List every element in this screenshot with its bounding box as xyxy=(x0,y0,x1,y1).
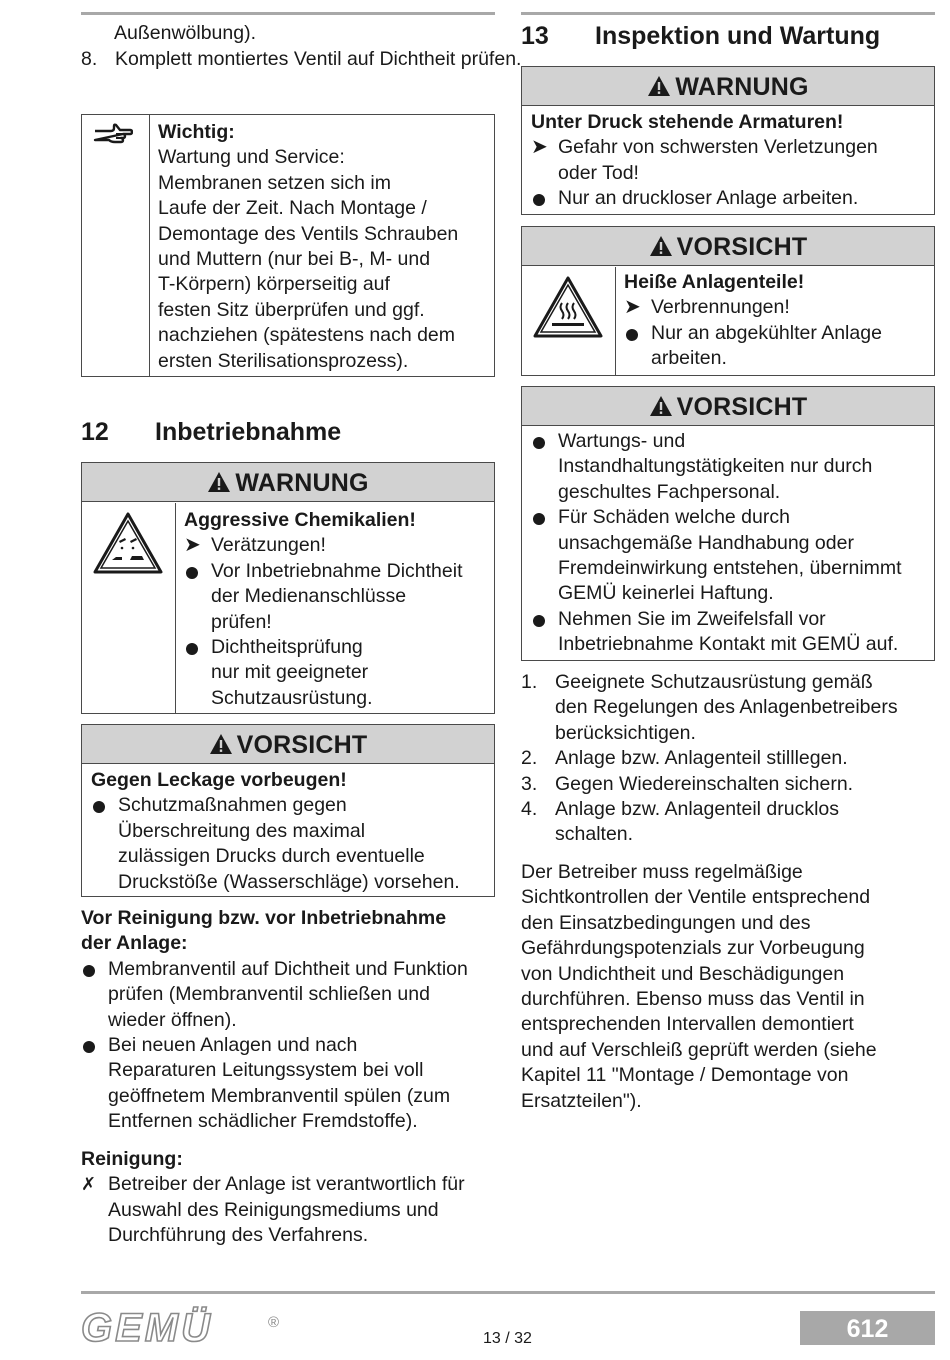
measure-line: Für Schäden welche durch xyxy=(558,506,790,529)
consequence-line: oder Tod! xyxy=(558,161,639,184)
top-rule-right xyxy=(521,12,935,15)
note-line: T-Körpern) körperseitig auf xyxy=(158,273,390,296)
bullet-dot-icon xyxy=(533,437,545,449)
step-line: Anlage bzw. Anlagenteil stilllegen. xyxy=(555,747,848,770)
note-line: Membranen setzen sich im xyxy=(158,171,392,194)
list-item xyxy=(81,1172,495,1248)
measure-item xyxy=(184,635,492,711)
warning-content xyxy=(531,110,931,212)
list-line: Auswahl des Reinigungsmediums und xyxy=(108,1198,439,1221)
steps-list xyxy=(521,670,935,848)
measure-line: Druckstöße (Wasserschläge) vorsehen. xyxy=(118,870,460,893)
measure-item xyxy=(531,429,931,505)
bullet-dot-icon xyxy=(186,643,198,655)
measure-line: geschultes Fachpersonal. xyxy=(558,480,781,503)
measure-item xyxy=(184,559,492,635)
measure-line: Fremdeinwirkung entstehen, übernimmt xyxy=(558,557,902,580)
step-number: 1. xyxy=(521,671,538,693)
warning-triangle-icon xyxy=(649,235,673,257)
before-commissioning-block xyxy=(81,906,495,1135)
caution-header xyxy=(82,725,494,764)
consequence-item xyxy=(624,295,932,320)
bullet-dot-icon xyxy=(93,801,105,813)
subheading-line: der Anlage: xyxy=(81,932,188,955)
step-item xyxy=(521,772,935,797)
warning-title: Unter Druck stehende Armaturen! xyxy=(531,111,844,133)
list-line: Betreiber der Anlage ist verantwortlich für xyxy=(108,1173,465,1196)
note-title: Wichtig: xyxy=(158,121,235,143)
cleaning-block xyxy=(81,1147,495,1249)
measure-line: unsachgemäße Handhabung oder xyxy=(558,531,854,554)
step-number: 4. xyxy=(521,798,538,821)
measure-line: Vor Inbetriebnahme Dichtheit xyxy=(211,559,463,582)
measure-line: Schutzausrüstung. xyxy=(211,686,373,709)
cross-bullet-icon: ✗ xyxy=(81,1174,97,1195)
paragraph-line: Gefährdungspotenzials zur Vorbeugung xyxy=(521,937,865,960)
warning-header xyxy=(522,67,934,106)
measure-item xyxy=(531,186,931,211)
subheading: Reinigung: xyxy=(81,1148,183,1170)
footer-rule xyxy=(81,1291,935,1294)
measure-line: Instandhaltungstätigkeiten nur durch xyxy=(558,455,873,478)
warning-triangle-icon xyxy=(649,395,673,417)
caution-header xyxy=(522,227,934,266)
bullet-dot-icon xyxy=(83,965,95,977)
step-line: Geeignete Schutzausrüstung gemäß xyxy=(555,671,873,693)
measure-item xyxy=(531,607,931,658)
section-title: Inbetriebnahme xyxy=(155,418,342,446)
subheading-line: Vor Reinigung bzw. vor Inbetriebnahme xyxy=(81,907,447,929)
list-text: Komplett montiertes Ventil auf Dichtheit prüfen. xyxy=(115,48,522,70)
note-line: und Muttern (nur bei B-, M- und xyxy=(158,248,431,271)
warning-triangle-icon xyxy=(647,75,671,97)
warning-header xyxy=(82,463,494,502)
note-line: Laufe der Zeit. Nach Montage / xyxy=(158,197,427,220)
measure-line: nur mit geeigneter xyxy=(211,661,369,684)
consequence-item xyxy=(184,533,492,558)
paragraph-line: und auf Verschleiß geprüft werden (siehe xyxy=(521,1038,877,1061)
paragraph-line: Sichtkontrollen der Ventile entsprechend xyxy=(521,886,871,909)
caution-label: VORSICHT xyxy=(676,233,808,261)
caution-title: Heiße Anlagenteile! xyxy=(624,271,805,293)
list-number: 8. xyxy=(81,48,98,70)
pointing-hand-icon xyxy=(93,121,133,145)
section-number: 13 xyxy=(521,22,549,50)
registered-mark: ® xyxy=(268,1314,280,1331)
list-item-8 xyxy=(81,47,529,72)
caution-label: VORSICHT xyxy=(676,393,808,421)
caution-header xyxy=(522,387,934,426)
step-item xyxy=(521,797,935,848)
product-number-badge: 612 xyxy=(800,1311,935,1345)
consequence-item xyxy=(531,135,931,186)
continuation-line: Außenwölbung). xyxy=(114,22,257,44)
paragraph-line: den Einsatzbedingungen und des xyxy=(521,911,811,934)
list-line: Reparaturen Leitungssystem bei voll xyxy=(108,1059,424,1082)
warning-triangle-icon xyxy=(209,733,233,755)
note-line: Demontage des Ventils Schrauben xyxy=(158,222,459,245)
arrow-bullet-icon: ➤ xyxy=(531,136,548,159)
hazard-symbol-cell xyxy=(522,267,616,375)
list-line: prüfen (Membranventil schließen und xyxy=(108,983,430,1006)
arrow-bullet-icon: ➤ xyxy=(624,296,641,319)
list-line: Entfernen schädlicher Fremdstoffe). xyxy=(108,1110,418,1133)
measure-line: GEMÜ keinerlei Haftung. xyxy=(558,582,774,605)
logo-text: GEMÜ xyxy=(81,1306,213,1350)
caution-content xyxy=(624,270,932,372)
warning-box-chemicals xyxy=(81,462,495,714)
caution-box-leakage xyxy=(81,724,495,897)
step-line: Gegen Wiedereinschalten sichern. xyxy=(555,772,854,795)
paragraph-line: von Undichtheit und Beschädigungen xyxy=(521,962,845,985)
section-title: Inspektion und Wartung xyxy=(595,22,881,50)
bullet-dot-icon xyxy=(186,567,198,579)
note-content xyxy=(158,120,493,374)
list-line: Bei neuen Anlagen und nach xyxy=(108,1034,358,1057)
measure-line: Inbetriebnahme Kontakt mit GEMÜ auf. xyxy=(558,633,899,656)
measure-item xyxy=(531,505,931,607)
paragraph-line: durchführen. Ebenso muss das Ventil in xyxy=(521,988,865,1011)
bullet-dot-icon xyxy=(533,615,545,627)
consequence-text: Verbrennungen! xyxy=(651,296,790,319)
list-item xyxy=(81,957,495,1033)
step-line: berücksichtigen. xyxy=(555,721,696,744)
step-item xyxy=(521,746,935,771)
measure-line: Nur an abgekühlter Anlage xyxy=(651,321,882,344)
warning-title: Aggressive Chemikalien! xyxy=(184,509,416,531)
arrow-bullet-icon: ➤ xyxy=(184,534,201,557)
measure-item xyxy=(624,321,932,372)
list-line: Durchführung des Verfahrens. xyxy=(108,1224,369,1247)
note-symbol-cell xyxy=(82,115,150,376)
measure-line: prüfen! xyxy=(211,610,272,633)
warning-label: WARNUNG xyxy=(675,73,809,101)
note-line: Wartung und Service: xyxy=(158,146,345,169)
caution-box-hot-parts xyxy=(521,226,935,376)
warning-triangle-icon xyxy=(207,471,231,493)
caution-box-maintenance xyxy=(521,386,935,661)
paragraph-line: Kapitel 11 "Montage / Demontage von xyxy=(521,1064,849,1087)
section-number: 12 xyxy=(81,418,109,446)
step-line: Anlage bzw. Anlagenteil drucklos xyxy=(555,798,840,821)
measure-line: Dichtheitsprüfung xyxy=(211,636,363,659)
warning-content xyxy=(184,508,492,711)
measure-line: arbeiten. xyxy=(651,347,727,370)
caution-content xyxy=(91,768,491,895)
page-number: 13 / 32 xyxy=(483,1330,532,1347)
inspection-paragraph xyxy=(521,860,935,1114)
list-line: geöffnetem Membranventil spülen (zum xyxy=(108,1084,451,1107)
measure-line: Schutzmaßnahmen gegen xyxy=(118,794,347,817)
bullet-dot-icon xyxy=(626,329,638,341)
hazard-symbol-cell xyxy=(82,503,176,713)
measure-line: zulässigen Drucks durch eventuelle xyxy=(118,845,425,868)
bullet-dot-icon xyxy=(533,194,545,206)
hot-surface-icon xyxy=(532,275,604,339)
note-line: ersten Sterilisationsprozess). xyxy=(158,349,409,372)
step-line: den Regelungen des Anlagenbetreibers xyxy=(555,696,898,719)
caution-content xyxy=(531,429,931,658)
measure-line: Wartungs- und xyxy=(558,430,686,452)
measure-item xyxy=(91,793,491,895)
list-line: Membranventil auf Dichtheit und Funktion xyxy=(108,957,468,980)
step-item xyxy=(521,670,935,746)
step-line: schalten. xyxy=(555,823,634,846)
note-line: festen Sitz überprüfen und ggf. xyxy=(158,298,425,321)
paragraph-line: entsprechenden Intervallen demontiert xyxy=(521,1013,854,1036)
paragraph-line: Ersatzteilen"). xyxy=(521,1089,642,1112)
top-rule-left xyxy=(81,12,495,15)
note-line: nachziehen (spätestens nach dem xyxy=(158,324,456,347)
step-number: 2. xyxy=(521,747,538,770)
caution-label: VORSICHT xyxy=(236,731,368,759)
measure-line: Überschreitung des maximal xyxy=(118,819,366,842)
bullet-dot-icon xyxy=(533,513,545,525)
list-line: wieder öffnen). xyxy=(108,1008,237,1031)
measure-line: Nehmen Sie im Zweifelsfall vor xyxy=(558,607,826,630)
measure-line: Nur an druckloser Anlage arbeiten. xyxy=(558,187,859,210)
measure-line: der Medienanschlüsse xyxy=(211,585,407,608)
corrosive-hazard-icon xyxy=(92,511,164,575)
list-item xyxy=(81,1033,495,1135)
consequence-line: Gefahr von schwersten Verletzungen xyxy=(558,136,878,159)
caution-title: Gegen Leckage vorbeugen! xyxy=(91,769,347,791)
important-note-box xyxy=(81,114,495,377)
warning-box-pressure xyxy=(521,66,935,215)
gemu-logo xyxy=(81,1306,280,1350)
bullet-dot-icon xyxy=(83,1041,95,1053)
paragraph-line: Der Betreiber muss regelmäßige xyxy=(521,861,803,883)
consequence-text: Verätzungen! xyxy=(211,534,326,557)
warning-label: WARNUNG xyxy=(235,469,369,497)
step-number: 3. xyxy=(521,772,538,795)
